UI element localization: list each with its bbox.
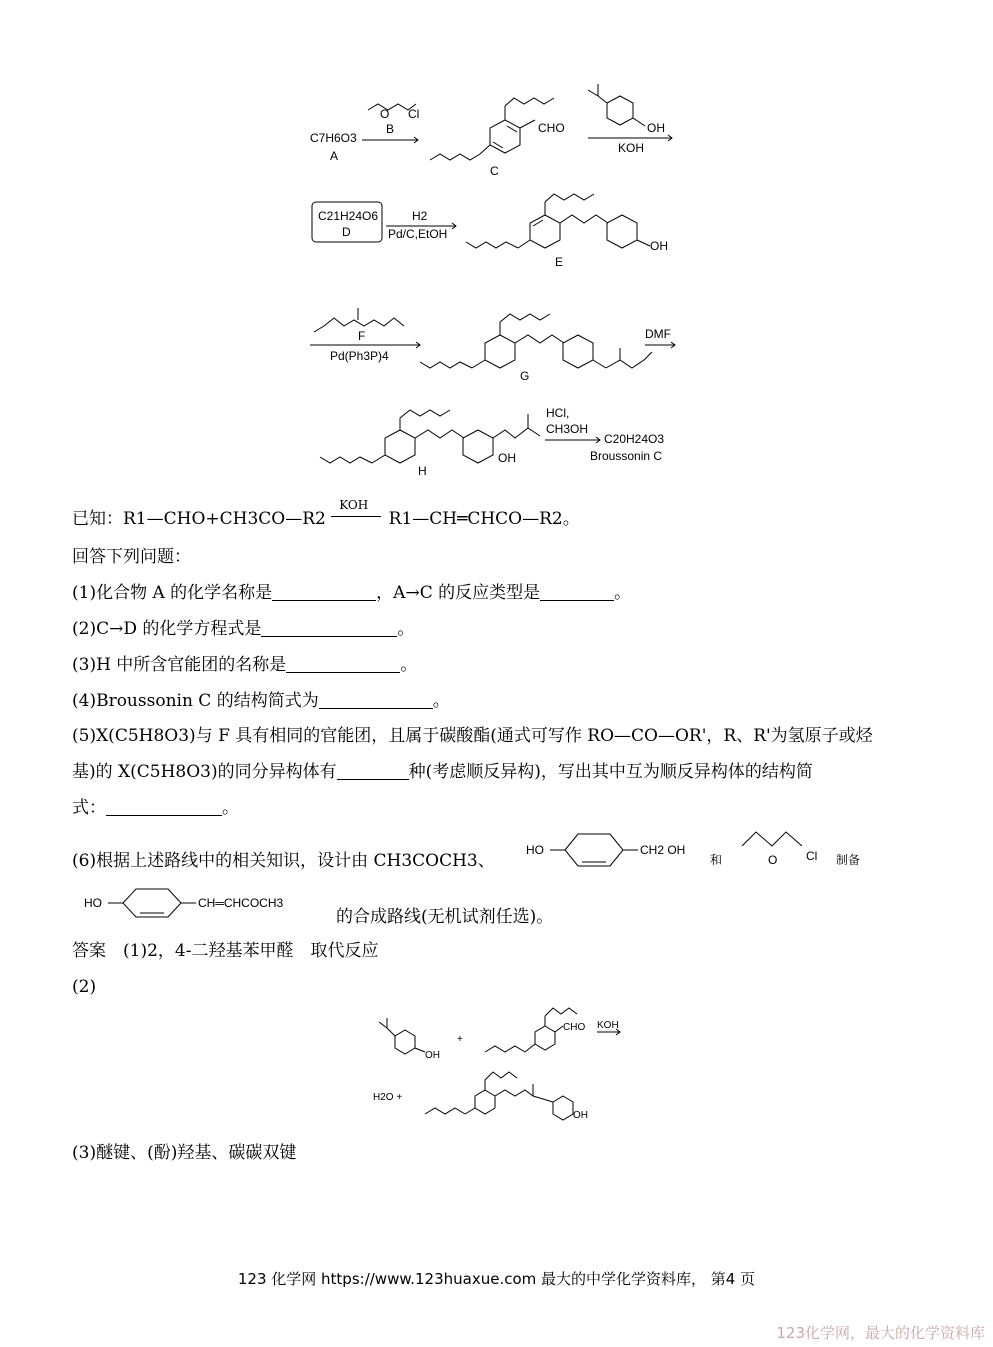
hcl-label: HCl, [546,406,570,420]
q6-target-tail: CH═CHCOCH3 [198,896,284,910]
watermark: 123化学网，最大的化学资料库 [776,1324,985,1342]
q1-text-2: ，A→C 的反应类型是 [376,583,541,603]
q2-end: 。 [397,619,415,639]
q4-blank[interactable] [319,692,433,709]
G-label: G [520,369,530,383]
ch3oh-label: CH3OH [546,422,589,436]
q6-prepare: 制备 [836,853,861,867]
q3-blank[interactable] [286,656,400,673]
pdc-label: Pd/C,EtOH [388,227,448,241]
D-formula: C21H24O6 [318,209,379,223]
q1-text: (1)化合物 A 的化学名称是 [72,583,273,603]
q1-blank-1[interactable] [272,584,376,601]
q6-o: O [768,853,778,867]
q5-blank-1[interactable] [337,763,409,780]
H-label: H [418,464,427,478]
q4-end: 。 [432,691,450,711]
answer-2-equation [365,1000,635,1130]
q2-blank[interactable] [261,620,397,637]
q6-and: 和 [710,853,723,867]
known-rhs: R1—CH═CHCO—R2。 [388,509,580,529]
F-label: F [358,329,366,343]
dmf-label: DMF [645,327,671,341]
reagent-B-Cl: Cl [408,107,420,121]
E-oh: OH [650,239,668,253]
answer-3: (3)醚键、(酚)羟基、碳碳双键 [72,1143,297,1163]
eq-h2o: H2O + [373,1092,403,1103]
question-6-end: 的合成路线(无机试剂任选)。 [336,907,554,927]
H-oh: OH [498,451,516,465]
q2-text: (2)C→D 的化学方程式是 [72,619,262,639]
question-6-line-1: (6)根据上述路线中的相关知识，设计由 CH3COCH3、 [72,851,495,871]
q6-structures [520,822,900,882]
A-formula: C7H6O3 [310,131,357,145]
eq-koh: KOH [597,1020,619,1031]
eq-oh-2: OH [573,1110,588,1121]
q6-ho: HO [526,843,544,857]
q3-end: 。 [400,655,418,675]
reagent-B-O: O [380,107,390,121]
answer-2-label: (2) [72,977,97,997]
C-label: C [490,164,499,178]
intro-text: 回答下列问题： [72,547,191,567]
question-2 [72,618,414,640]
q6-target-ho: HO [84,896,102,910]
page-footer: 123 化学网 https://www.123huaxue.com 最大的中学化学资料库， 第4 页 [237,1270,756,1288]
eq-cho: CHO [563,1022,586,1033]
question-3 [72,654,417,676]
eq-plus: + [457,1034,463,1045]
answer-1: 答案 (1)2，4-二羟基苯甲醛 取代反应 [72,941,379,961]
question-5-line-3 [72,797,239,819]
q4-text: (4)Broussonin C 的结构简式为 [72,691,319,711]
known-arrow [331,498,383,524]
q6-target-structure [78,885,338,921]
question-5-line-1: (5)X(C5H8O3)与 F 具有相同的官能团，且属于碳酸酯(通式可写作 RO—CO—OR'，R、R'为氢原子或烃 [72,726,873,746]
q5-end: 。 [222,798,239,818]
known-reaction [72,498,580,530]
product-formula: C20H24O3 [604,432,665,446]
q3-text: (3)H 中所含官能团的名称是 [72,655,287,675]
product-name: Broussonin C [590,449,663,463]
reagent-B-label: B [386,122,395,136]
q1-end: 。 [614,583,632,603]
q5-text-3: 式： [72,798,106,818]
eq-oh-1: OH [425,1050,440,1061]
F-catalyst: Pd(Ph3P)4 [330,349,389,363]
h2-label: H2 [412,209,428,223]
A-label: A [330,149,339,163]
question-5-line-2 [72,761,813,783]
question-4 [72,690,450,712]
known-lhs: R1—CHO+CH3CO—R2 [123,509,326,529]
C-cho: CHO [538,121,565,135]
q5-blank-2[interactable] [106,799,222,816]
D-label: D [342,225,351,239]
q5-text: 基)的 X(C5H8O3)的同分异构体有 [72,762,337,782]
q1-blank-2[interactable] [540,584,614,601]
E-label: E [555,255,564,269]
known-prefix: 已知： [72,509,123,529]
q6-ch2oh: CH2 OH [640,843,686,857]
q6-cl: Cl [806,849,818,863]
q5-text-2: 种(考虑顺反异构)，写出其中互为顺反异构体的结构简 [408,762,813,782]
question-1 [72,582,631,604]
known-catalyst: KOH [339,498,369,512]
koh-label: KOH [618,141,645,155]
koh-oh: OH [647,121,665,135]
reaction-scheme [300,70,700,490]
